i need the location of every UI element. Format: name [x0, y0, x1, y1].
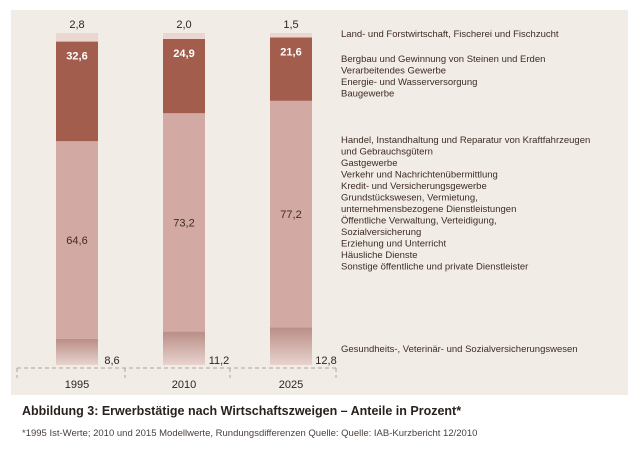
- legend-item-2-4: Kredit- und Versicherungsgewerbe: [341, 181, 487, 192]
- figure-caption: Abbildung 3: Erwerbstätige nach Wirtschaftszweigen – Anteile in Prozent*: [22, 404, 462, 418]
- data-label-bottom-1995: 8,6: [104, 355, 120, 367]
- chart-frame: [11, 10, 628, 395]
- legend-item-2-0: Handel, Instandhaltung und Reparatur von Kraftfahrzeugen: [341, 135, 591, 146]
- data-label-top-1995: 2,8: [69, 19, 85, 31]
- data-label-second-2010: 24,9: [173, 47, 195, 60]
- legend-item-2-7: Öffentliche Verwaltung, Verteidigung,: [341, 215, 497, 227]
- bar-segment-1995-3: [56, 33, 98, 42]
- legend-item-2-9: Erziehung und Unterricht: [341, 238, 447, 250]
- legend-item-0-0: Land- und Forstwirtschaft, Fischerei und Fischzucht: [341, 29, 559, 40]
- bar-segment-2025-3: [270, 33, 312, 37]
- bar-segment-1995-0: [56, 339, 98, 365]
- figure-footnote: *1995 Ist-Werte; 2010 und 2015 Modellwerte, Rundungsdifferenzen Quelle: Quelle: IAB-Kurzbericht 12/2010: [22, 428, 478, 439]
- legend-item-2-2: Gastgewerbe: [341, 158, 398, 169]
- stacked-bar-chart: [11, 10, 628, 395]
- data-label-bottom-2010: 11,2: [208, 355, 230, 367]
- legend-item-2-8: Sozialversicherung: [341, 227, 422, 238]
- legend-item-1-0: Bergbau und Gewinnung von Steinen und Erden: [341, 54, 546, 65]
- x-tick-label-2025: 2025: [278, 379, 304, 391]
- legend-item-1-1: Verarbeitendes Gewerbe: [341, 65, 447, 77]
- legend-item-2-11: Sonstige öffentliche und private Dienstleister: [341, 261, 529, 273]
- legend-item-1-3: Baugewerbe: [341, 88, 395, 100]
- legend-item-3-0: Gesundheits-, Veterinär- und Sozialversicherungswesen: [341, 344, 578, 355]
- data-label-third-2025: 77,2: [280, 209, 302, 222]
- legend-item-2-1: und Gebrauchsgütern: [341, 146, 433, 158]
- legend-item-2-6: unternehmensbezogene Dienstleistungen: [341, 204, 517, 215]
- x-tick-label-2010: 2010: [171, 379, 197, 391]
- data-label-second-2025: 21,6: [280, 46, 302, 59]
- x-tick-label-1995: 1995: [64, 379, 90, 391]
- data-label-second-1995: 32,6: [66, 50, 88, 63]
- data-label-third-2010: 73,2: [173, 217, 195, 230]
- bar-segment-2010-0: [163, 332, 205, 365]
- data-label-bottom-2025: 12,8: [315, 355, 337, 367]
- data-label-third-1995: 64,6: [66, 234, 88, 247]
- legend-item-2-3: Verkehr und Nachrichtenübermittlung: [341, 169, 498, 181]
- bar-segment-2025-0: [270, 327, 312, 365]
- legend-item-1-2: Energie- und Wasserversorgung: [341, 77, 478, 88]
- data-label-top-2010: 2,0: [176, 19, 192, 31]
- legend-item-2-5: Grundstückswesen, Vermietung,: [341, 192, 478, 204]
- bar-segment-2010-3: [163, 33, 205, 39]
- legend-item-2-10: Häusliche Dienste: [341, 250, 418, 261]
- data-label-top-2025: 1,5: [283, 19, 299, 31]
